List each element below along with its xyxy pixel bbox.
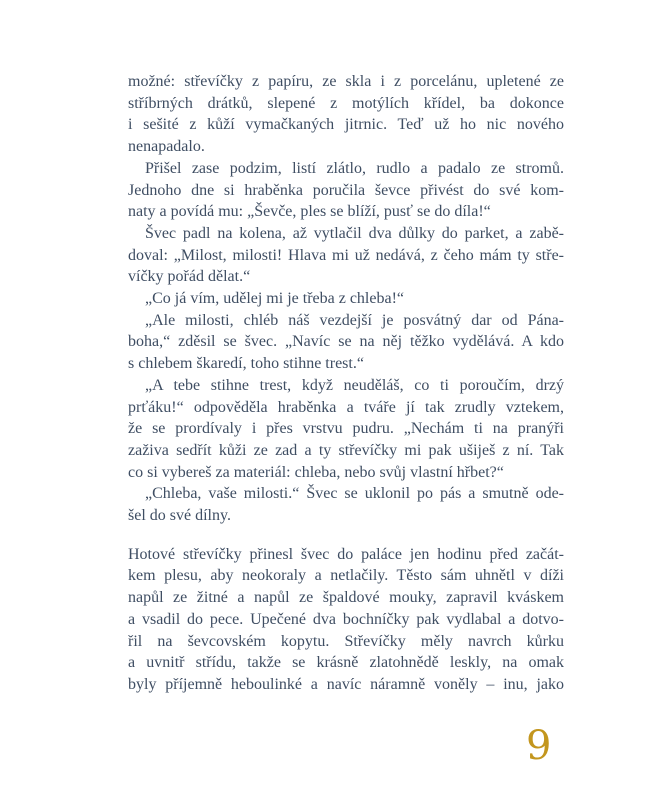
paragraph: [128, 71, 564, 158]
text-line: „Ale milosti, chléb náš vezdejší je posvátný dar od Pána-: [145, 311, 564, 329]
text-line: prťáku!“ odpověděla hraběnka a tváře jí tak zrudly vztekem,: [128, 398, 564, 416]
text-line: s chlebem škaredí, toho stihne trest.“: [128, 355, 364, 373]
text-line: „Co já vím, udělej mi je třeba z chleba!“: [145, 290, 404, 308]
text-line: co si vybereš za materiál: chleba, nebo svůj vlastní hřbet?“: [128, 463, 504, 481]
paragraph: [128, 375, 564, 484]
text-line: doval: „Milost, milosti! Hlava mi už nedává, z čeho mám ty stře-: [128, 246, 564, 264]
text-line: možné: střevíčky z papíru, ze skla i z porcelánu, upletené ze: [128, 73, 564, 90]
text-line: řil na ševcovském kopytu. Střevíčky měly navrch kůrku: [128, 632, 564, 650]
text-block: [128, 71, 564, 696]
text-line: i sešité z kůží vymačkaných jitrnic. Teď už ho nic nového: [128, 116, 564, 134]
text-line: Hotové střevíčky přinesl švec do paláce jen hodinu před začát-: [128, 545, 564, 563]
text-line: a uvnitř střídu, takže se krásně zlatohnědě leskly, na omak: [128, 654, 564, 672]
text-line: boha,“ zděsil se švec. „Navíc se na něj těžko vydělává. A kdo: [128, 333, 564, 351]
text-line: byly příjemně heboulinké a navíc náramně voněly – inu, jako: [128, 675, 564, 693]
paragraph: [128, 483, 564, 526]
paragraph: [128, 544, 564, 696]
text-line: Přišel zase podzim, listí zlátlo, rudlo a padalo ze stromů.: [145, 159, 564, 177]
text-line: stříbrných drátků, slepené z motýlích křídel, ba dokonce: [128, 94, 564, 112]
text-line: nenapadalo.: [128, 138, 205, 156]
page-number: 9: [526, 723, 552, 769]
text-line: Švec padl na kolena, až vytlačil dva důlky do parket, a zabě-: [145, 224, 564, 242]
paragraph: [128, 288, 564, 310]
text-line: a vsadil do pece. Upečené dva bochníčky pak vydlabal a dotvo-: [128, 610, 564, 628]
text-line: napůl ze žitné a napůl ze špaldové mouky, zapravil kváskem: [128, 589, 564, 607]
paragraph: [128, 310, 564, 375]
text-line: „Chleba, vaše milosti.“ Švec se uklonil po pás a smutně ode-: [145, 485, 564, 503]
text-line: šel do své dílny.: [128, 507, 231, 525]
text-line: víčky pořád dělat.“: [128, 268, 251, 286]
text-line: zaživa sedřít kůži ze zad a ty střevíčky mi pak ušiješ z ní. Tak: [128, 441, 564, 459]
paragraph: [128, 223, 564, 288]
text-line: Jednoho dne si hraběnka poručila ševce přivést do své kom-: [128, 181, 564, 199]
text-line: „A tebe stihne trest, když neuděláš, co ti poroučím, drzý: [145, 376, 564, 394]
paragraph: [128, 158, 564, 223]
text-line: že se prordívaly i přes vrstvu pudru. „Nechám ti na pranýři: [128, 420, 564, 438]
text-line: kem plesu, aby neokoraly a netlačily. Těsto sám uhnětl v díži: [128, 567, 564, 585]
text-line: naty a povídá mu: „Ševče, ples se blíží, pusť se do díla!“: [128, 203, 491, 221]
